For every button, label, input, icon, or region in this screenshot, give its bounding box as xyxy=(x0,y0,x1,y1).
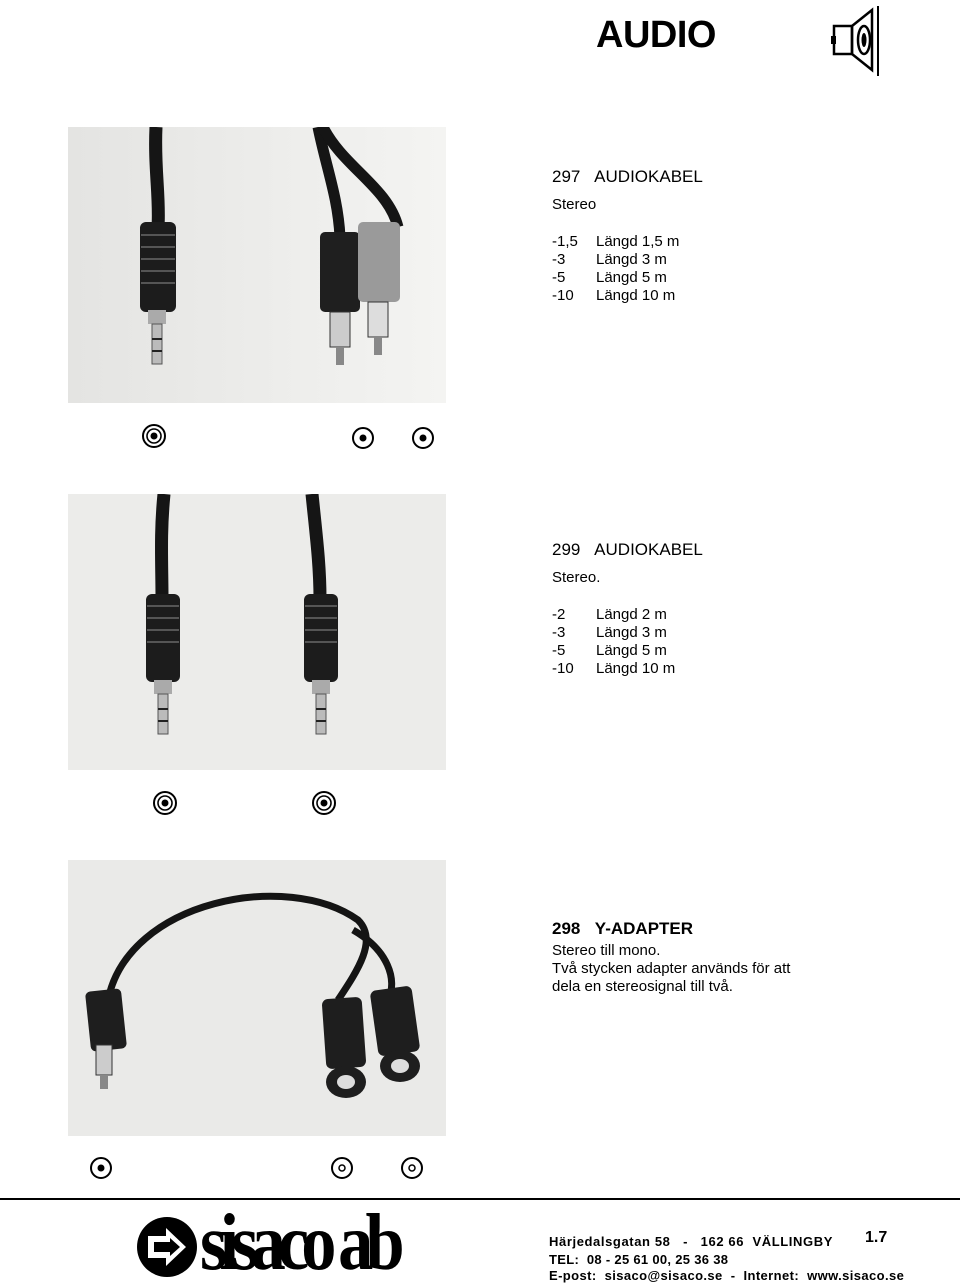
product-name: AUDIOKABEL xyxy=(594,540,703,559)
variant-row: -2 Längd 2 m xyxy=(552,606,667,623)
variant-row: -10 Längd 10 m xyxy=(552,660,676,677)
product-description-line: Två stycken adapter används för att xyxy=(552,960,791,977)
product-subtitle: Stereo xyxy=(552,196,597,213)
stereo-jack-symbol xyxy=(152,790,178,816)
variant-row: -5 Längd 5 m xyxy=(552,642,667,659)
product-name: AUDIOKABEL xyxy=(594,167,703,186)
page-number: 1.7 xyxy=(865,1229,888,1246)
product-photo-298 xyxy=(68,860,446,1136)
product-number: 299 xyxy=(552,540,581,559)
product-name: Y-ADAPTER xyxy=(594,919,694,938)
footer-divider xyxy=(0,1198,960,1200)
product-subtitle: Stereo. xyxy=(552,569,601,586)
product-number: 297 xyxy=(552,167,581,186)
product-number: 298 xyxy=(552,919,581,938)
product-info-297 xyxy=(552,168,703,305)
sisaco-logo-icon xyxy=(136,1216,198,1278)
company-logo: sisaco ab xyxy=(200,1199,397,1287)
rca-plug-symbol xyxy=(410,425,436,451)
rca-socket-symbol xyxy=(329,1155,355,1181)
footer-phone: TEL: 08 - 25 61 00, 25 36 38 xyxy=(549,1252,729,1267)
product-info-298 xyxy=(552,920,790,996)
variant-row: -5 Längd 5 m xyxy=(552,269,667,286)
product-info-299 xyxy=(552,541,703,678)
rca-socket-symbol xyxy=(399,1155,425,1181)
footer-contact: E-post: sisaco@sisaco.se - Internet: www.sisaco.se xyxy=(549,1268,905,1283)
rca-plug-symbol xyxy=(350,425,376,451)
product-description-line: dela en stereosignal till två. xyxy=(552,978,733,995)
speaker-icon xyxy=(828,4,888,76)
variant-row: -1,5 Längd 1,5 m xyxy=(552,233,680,250)
stereo-jack-symbol xyxy=(311,790,337,816)
rca-plug-symbol xyxy=(88,1155,114,1181)
product-photo-297 xyxy=(68,127,446,403)
variant-row: -3 Längd 3 m xyxy=(552,251,667,268)
footer-address: Härjedalsgatan 58 - 162 66 VÄLLINGBY xyxy=(549,1234,833,1249)
stereo-jack-symbol xyxy=(141,423,167,449)
product-description-line: Stereo till mono. xyxy=(552,942,661,959)
page-title: AUDIO xyxy=(596,14,716,56)
variant-row: -10 Längd 10 m xyxy=(552,287,676,304)
product-photo-299 xyxy=(68,494,446,770)
variant-row: -3 Längd 3 m xyxy=(552,624,667,641)
